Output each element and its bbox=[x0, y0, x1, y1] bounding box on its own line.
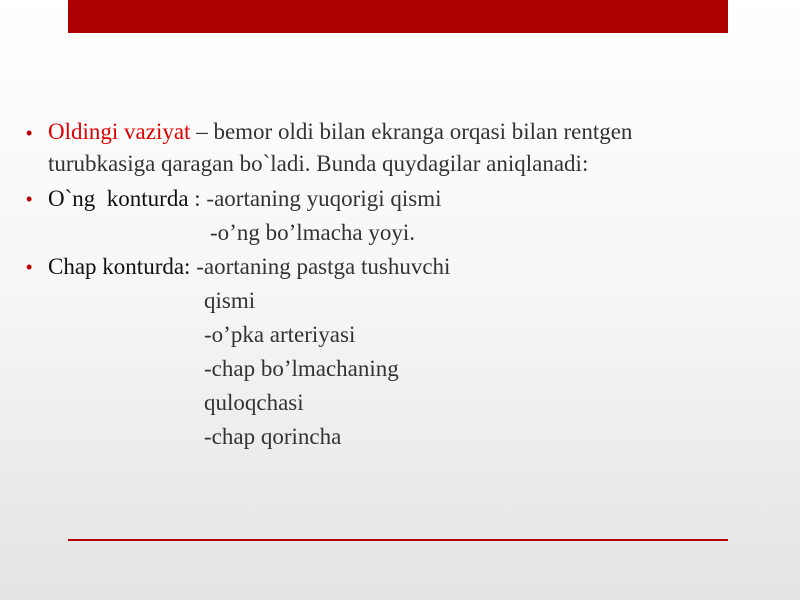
list-item bbox=[26, 116, 746, 180]
item-line: qismi bbox=[204, 288, 256, 313]
item-term: Oldingi vaziyat bbox=[48, 119, 191, 144]
item-term: O`ng konturda bbox=[48, 186, 189, 211]
slide-body bbox=[26, 116, 746, 454]
item-line bbox=[48, 116, 746, 148]
item-term: Chap konturda: bbox=[48, 254, 191, 279]
item-text: : -aortaning yuqorigi qismi bbox=[194, 186, 442, 211]
bullet-icon: • bbox=[26, 189, 33, 209]
divider bbox=[68, 539, 728, 541]
item-line bbox=[48, 250, 746, 284]
bullet-icon: • bbox=[26, 123, 33, 143]
item-line: turubkasiga qaragan bo`ladi. Bunda quydagilar aniqlanadi: bbox=[48, 151, 589, 176]
item-line: -o’ng bo’lmacha yoyi. bbox=[210, 220, 416, 245]
bullet-icon: • bbox=[26, 257, 33, 277]
item-line: -chap bo’lmachaning bbox=[204, 356, 399, 381]
title-bar bbox=[68, 0, 728, 33]
item-line: -chap qorincha bbox=[204, 424, 342, 449]
item-text: – bemor oldi bilan ekranga orqasi bilan rentgen bbox=[196, 119, 633, 144]
item-line: quloqchasi bbox=[204, 390, 304, 415]
list-item bbox=[26, 182, 746, 250]
list-item bbox=[26, 250, 746, 454]
item-text: -aortaning pastga tushuvchi bbox=[196, 254, 451, 279]
item-line bbox=[48, 182, 746, 216]
item-line: -o’pka arteriyasi bbox=[204, 322, 356, 347]
